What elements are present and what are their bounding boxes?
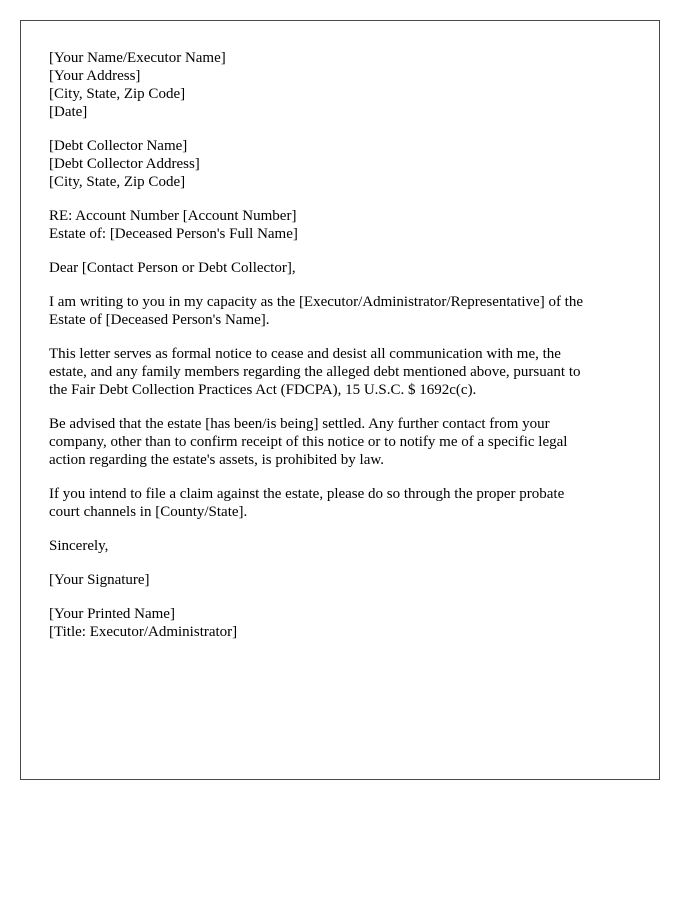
recipient-city-state-zip: [City, State, Zip Code]: [49, 174, 186, 190]
letter-date: [Date]: [49, 104, 88, 120]
paragraph-line: If you intend to file a claim against the estate, please do so through the proper probate: [49, 486, 565, 502]
salutation-text: Dear [Contact Person or Debt Collector],: [49, 260, 296, 276]
estate-reference: Estate of: [Deceased Person's Full Name]: [49, 226, 298, 242]
paragraph-line: company, other than to confirm receipt of this notice or to notify me of a specific legal: [49, 434, 568, 450]
paragraph-line: This letter serves as formal notice to cease and desist all communication with me, the: [49, 346, 561, 362]
paragraph-line: estate, and any family members regarding the alleged debt mentioned above, pursuant to: [49, 364, 581, 380]
paragraph-line: the Fair Debt Collection Practices Act (FDCPA), 15 U.S.C. $ 1692c(c).: [49, 382, 477, 398]
body-paragraph-3: [49, 415, 627, 469]
body-paragraph-1: [49, 293, 627, 329]
signature-block: [49, 571, 627, 589]
account-reference: RE: Account Number [Account Number]: [49, 208, 297, 224]
salutation: [49, 259, 627, 277]
closing-text: Sincerely,: [49, 538, 109, 554]
letter-content: [49, 49, 627, 657]
recipient-name: [Debt Collector Name]: [49, 138, 188, 154]
paragraph-line: action regarding the estate's assets, is prohibited by law.: [49, 452, 384, 468]
sender-name: [Your Name/Executor Name]: [49, 50, 226, 66]
paragraph-line: court channels in [County/State].: [49, 504, 248, 520]
recipient-address: [Debt Collector Address]: [49, 156, 200, 172]
paragraph-line: Estate of [Deceased Person's Name].: [49, 312, 270, 328]
printed-name: [Your Printed Name]: [49, 606, 175, 622]
paragraph-line: Be advised that the estate [has been/is being] settled. Any further contact from your: [49, 416, 550, 432]
paragraph-line: I am writing to you in my capacity as the [Executor/Administrator/Representative] of the: [49, 294, 584, 310]
signer-title: [Title: Executor/Administrator]: [49, 624, 238, 640]
body-paragraph-4: [49, 485, 627, 521]
sender-city-state-zip: [City, State, Zip Code]: [49, 86, 186, 102]
closing: [49, 537, 627, 555]
sender-address: [Your Address]: [49, 68, 141, 84]
signer-block: [49, 605, 627, 641]
body-paragraph-2: [49, 345, 627, 399]
reference-block: [49, 207, 627, 243]
signature-placeholder: [Your Signature]: [49, 572, 150, 588]
sender-block: [49, 49, 627, 121]
letter-page: [20, 20, 660, 780]
recipient-block: [49, 137, 627, 191]
